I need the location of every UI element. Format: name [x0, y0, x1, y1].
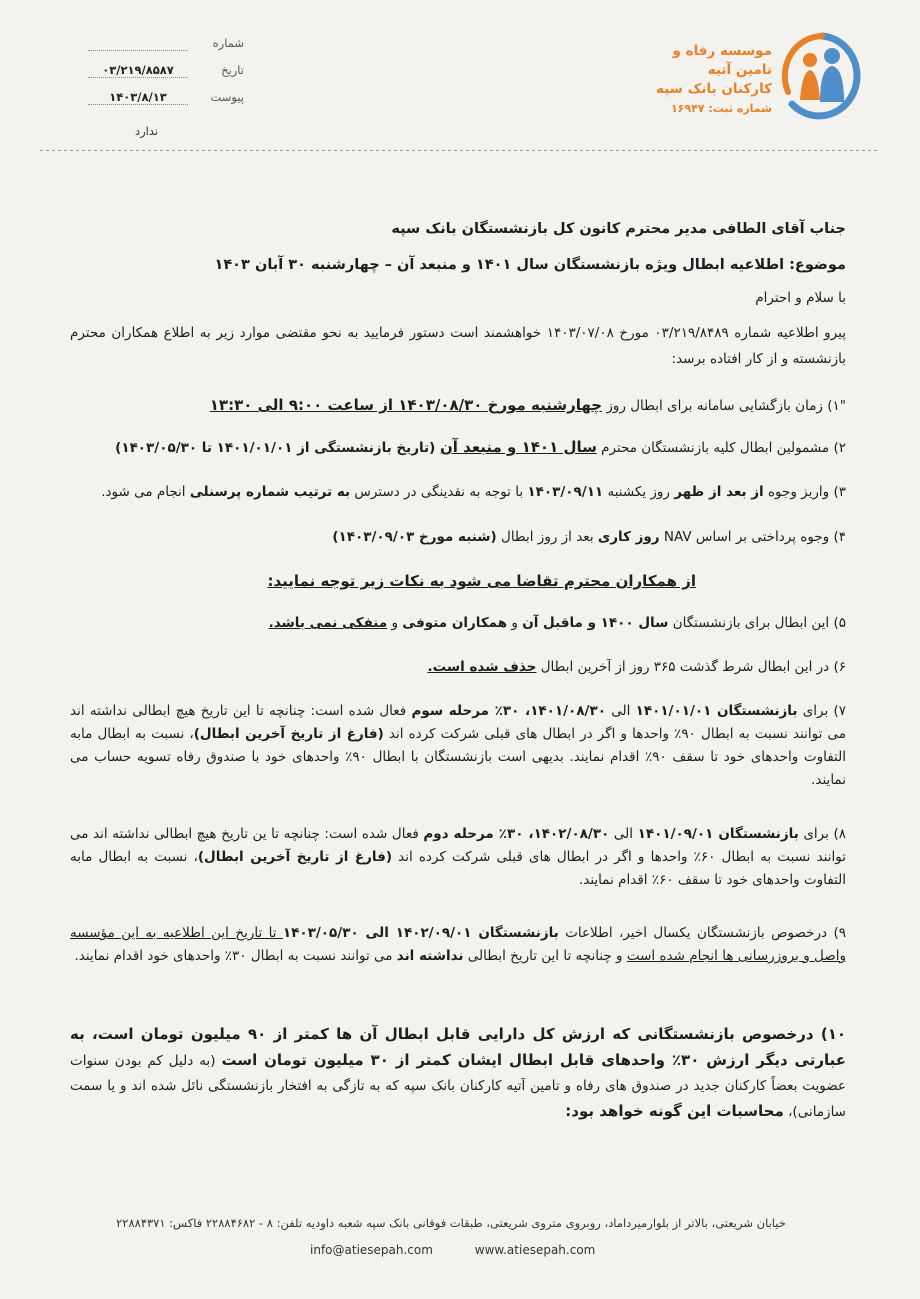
item-2-highlight: سال ۱۴۰۱ و منبعد آن	[440, 438, 597, 456]
number-label: شماره	[212, 36, 244, 50]
item-3-text-e: با توجه به نقدینگی در دسترس	[350, 484, 528, 500]
item-3-afternoon: از بعد از ظهر	[674, 484, 764, 500]
item-9	[70, 922, 846, 968]
item-7-retirees: بازنشستگان ۱۴۰۱/۰۱/۰۱	[635, 703, 798, 719]
item-2-text: ۲) مشمولین ابطال کلیه بازنشستگان محترم	[596, 440, 846, 456]
item-4-workday: روز کاری	[597, 529, 660, 545]
item-10-calculation: محاسبات این گونه خواهد بود:	[565, 1102, 784, 1120]
item-7-text-a: ۷) برای	[797, 703, 847, 719]
item-4	[70, 526, 846, 549]
item-6-removed: حذف شده است.	[427, 659, 537, 675]
item-7	[70, 700, 846, 792]
item-10-condition: ۱۰) درخصوص بازنشستگانی که ارزش کل دارایی قابل ابطال آن ها کمتر از ۹۰ میلیون تومان است، به عبارتی دیگر ارزش ۳۰٪ واحدهای قابل ابطال ایشان کمتر از ۳۰ میلیون تومان است	[70, 1025, 847, 1069]
item-3-date: ۱۴۰۳/۰۹/۱۱	[527, 484, 604, 500]
item-8-text-g: ، نسبت به ابطال مابه التفاوت واحدهای خود تا سقف ۶۰٪ اقدام نمایند.	[70, 849, 846, 888]
date-value: ۰۳/۲۱۹/۸۵۸۷	[88, 63, 188, 78]
item-5-and-1: و	[507, 615, 523, 631]
letter-metadata	[84, 36, 244, 117]
item-8-until: الی	[609, 826, 638, 842]
item-5-and-2: و	[387, 615, 403, 631]
family-emblem-icon	[780, 30, 864, 120]
org-registration-number: شماره ثبت: ۱۶۹۴۷	[670, 102, 772, 115]
attachment-none-label: ندارد	[135, 124, 159, 138]
number-field	[84, 36, 244, 63]
item-8	[70, 823, 846, 892]
item-3-order: به ترتیب شماره پرسنلی	[189, 484, 351, 500]
item-9-range: بازنشستگان ۱۴۰۲/۰۹/۰۱ الی ۱۴۰۳/۰۵/۳۰	[282, 925, 559, 941]
item-8-text-a: ۸) برای	[798, 826, 846, 842]
item-7-stage: ۱۴۰۱/۰۸/۳۰، ۳۰٪ مرحله سوم	[411, 703, 606, 719]
item-1-text: "۱) زمان بازگشایی سامانه برای ابطال روز	[602, 398, 846, 414]
date-label: تاریخ	[221, 63, 244, 77]
item-8-regardless: (فارغ از تاریخ آخرین ابطال)	[197, 849, 392, 865]
item-3-text-g: انجام می شود.	[101, 484, 190, 500]
item-4-text-c: بعد از روز ابطال	[496, 529, 598, 545]
attachment-field	[84, 90, 244, 117]
item-10	[70, 1022, 846, 1125]
item-8-stage: ۱۴۰۲/۰۸/۳۰، ۳۰٪ مرحله دوم	[423, 826, 610, 842]
item-8-text-e: فعال شده است: چنانچه تا ین تاریخ هیچ ابطالی نداشته اند می توانند نسبت به ابطال ۶۰٪ واحدها و اگر در ابطال های قبلی شرکت کرده اند	[70, 826, 846, 865]
item-3	[70, 481, 846, 504]
item-4-date: (شنبه مورخ ۱۴۰۳/۰۹/۰۳)	[332, 529, 497, 545]
item-10-reason: (به دلیل کم بودن سنوات عضویت بعضاً کارکنان جدید در صندوق های رفاه و تامین آتیه کارکنان بانک سپه که به تازگی به افتخار بازنشستگی نائل شده اند و یا سمت سازمانی)،	[70, 1053, 846, 1120]
item-7-text-e: فعال شده است: چنانچه تا این تاریخ هیچ ابطالی نداشته اند می توانند نسبت به ابطال ۹۰٪ واحدها و اگر در ابطال های قبلی شرکت کرده اند	[70, 703, 846, 742]
item-9-received: تا تاریخ این اطلاعیه به این مؤسسه واصل و بروزرسانی ها انجام شده است	[70, 925, 846, 964]
item-6-text: ۶) در این ابطال شرط گذشت ۳۶۵ روز از آخرین ابطال	[536, 659, 846, 675]
item-5	[70, 612, 846, 635]
footer-address: خیابان شریعتی، بالاتر از بلوارمیرداماد، روبروی متروی شریعتی، طبقات فوقانی بانک سپه شعبه داودیه تلفن: ۸ - ۲۲۸۸۴۶۸۲ فاکس: ۲۲۸۸۴۳۷۱	[116, 1216, 786, 1230]
subject-line: موضوع: اطلاعیه ابطال ویژه بازنشستگان سال ۱۴۰۱ و منبعد آن – چهارشنبه ۳۰ آبان ۱۴۰۳	[214, 257, 846, 273]
item-1	[70, 394, 846, 418]
item-5-separated: منفکی نمی باشد.	[268, 615, 388, 631]
item-5-deceased: همکاران متوفی	[402, 615, 508, 631]
item-7-until: الی	[605, 703, 636, 719]
notice-text: از همکاران محترم تقاضا می شود به نکات زیر توجه نمایید:	[267, 572, 696, 590]
item-4-text-a: ۴) وجوه پرداختی بر اساس NAV	[659, 529, 846, 545]
date-field	[84, 63, 244, 90]
item-2	[70, 436, 846, 460]
item-5-years: سال ۱۴۰۰ و ماقبل آن	[522, 615, 669, 631]
attachment-label: پیوست	[210, 90, 244, 104]
item-9-text-d: و چنانچه تا این تاریخ ابطالی	[463, 948, 627, 964]
item-3-text-c: روز یکشنبه	[603, 484, 675, 500]
number-value	[88, 36, 188, 51]
item-9-text-f: می توانند نسبت به ابطال ۳۰٪ واحدهای خود اقدام نمایند.	[74, 948, 397, 964]
item-5-text-a: ۵) این ابطال برای بازنشستگان	[668, 615, 846, 631]
header-divider	[40, 150, 880, 151]
item-7-text-g: ، نسبت به ابطال مابه التفاوت واحدهای خود تا سقف ۹۰٪ اقدام نمایند. بدیهی است بازنشستگان با ابطال ۹۰٪ واحدهای خود با صندوق رفاه تسویه حساب می نمایند.	[70, 726, 846, 788]
org-name-line1: موسسه رفاه و تامین آتیه	[672, 43, 772, 78]
item-7-regardless: (فارغ از تاریخ آخرین ابطال)	[193, 726, 384, 742]
item-3-text-a: ۳) واریز وجوه	[763, 484, 846, 500]
item-6	[70, 656, 846, 679]
greeting: با سلام و احترام	[755, 290, 846, 306]
notice-heading	[70, 570, 846, 593]
item-9-none: نداشته اند	[396, 948, 464, 964]
organization-logo	[648, 30, 872, 120]
item-1-highlight: چهارشنبه مورخ ۱۴۰۳/۰۸/۳۰ از ساعت ۹:۰۰ الی ۱۳:۳۰	[209, 396, 603, 414]
footer-website[interactable]: www.atiesepah.com	[474, 1243, 596, 1257]
addressee: جناب آقای الطافی مدیر محترم کانون کل بازنشستگان بانک سپه	[391, 221, 846, 237]
item-8-retirees: بازنشستگان ۱۴۰۱/۰۹/۰۱	[637, 826, 799, 842]
organization-name	[648, 42, 772, 118]
footer-email[interactable]: info@atiesepah.com	[310, 1243, 433, 1257]
footer-contacts	[310, 1243, 640, 1257]
intro-paragraph: پیرو اطلاعیه شماره ۰۳/۲۱۹/۸۴۸۹ مورخ ۱۴۰۳/۰۷/۰۸ خواهشمند است دستور فرمایید به نحو مقتضی موارد زیر به اطلاع همکاران محترم بازنشسته و از کار افتاده برسد:	[70, 325, 846, 367]
org-name-line2: کارکنان بانک سپه	[655, 81, 772, 97]
item-2-range: (تاریخ بازنشستگی از ۱۴۰۱/۰۱/۰۱ تا ۱۴۰۳/۰۵/۳۰)	[115, 440, 440, 456]
item-9-text-a: ۹) درخصوص بازنشستگان یکسال اخیر، اطلاعات	[558, 925, 847, 941]
attachment-value: ۱۴۰۳/۸/۱۳	[88, 90, 188, 105]
